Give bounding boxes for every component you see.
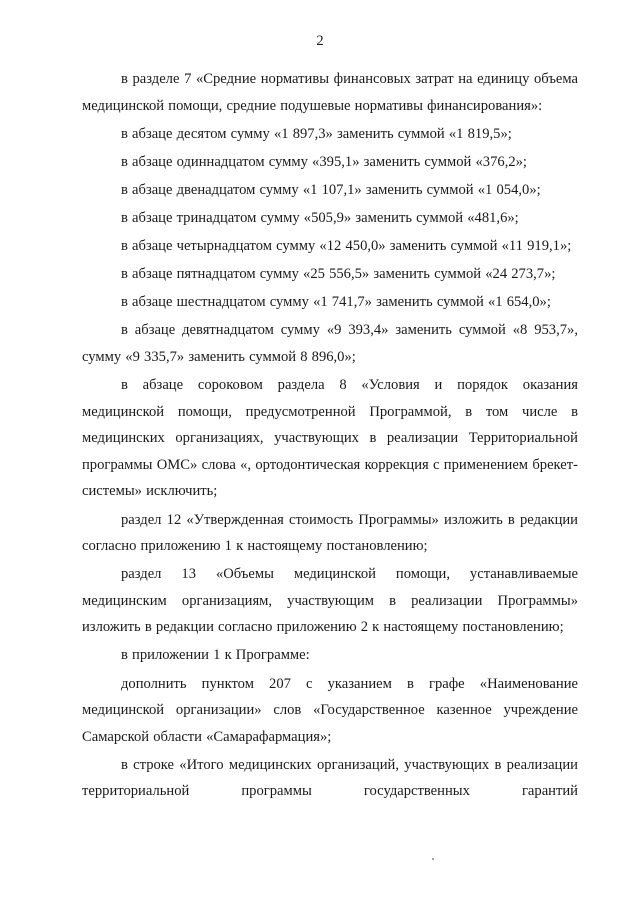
paragraph-section-7: в разделе 7 «Средние нормативы финансовых затрат на единицу объема медицинской помощи, средние подушевые нормативы финансирования»: (82, 71, 578, 114)
paragraph-abzac-12: в абзаце двенадцатом сумму «1 107,1» заменить суммой «1 054,0»; (121, 181, 541, 198)
paragraph-section-13: раздел 13 «Объемы медицинской помощи, устанавливаемые медицинским организациям, участвующим в реализации Программы» изложить в редакции согласно приложению 2 к настоящему постановлению; (82, 566, 578, 636)
paragraph-abzac-13: в абзаце тринадцатом сумму «505,9» заменить суммой «481,6»; (121, 209, 519, 226)
paragraph-abzac-10: в абзаце десятом сумму «1 897,3» заменить суммой «1 819,5»; (121, 125, 512, 142)
paragraph-abzac-40-section-8: в абзаце сороковом раздела 8 «Условия и порядок оказания медицинской помощи, предусмотренной Программой, в том числе в медицинских организациях, участвующих в реализации Территориальной программы ОМС» слова «, ортодонтическая коррекция с применением брекет-системы» исключить; (82, 377, 578, 500)
document-body (82, 66, 578, 807)
page-number: 2 (316, 33, 324, 49)
paragraph-abzac-11: в абзаце одиннадцатом сумму «395,1» заменить суммой «376,2»; (121, 153, 527, 170)
paragraph-abzac-19: в абзаце девятнадцатом сумму «9 393,4» заменить суммой «8 953,7», сумму «9 335,7» заменить суммой 8 896,0»; (82, 322, 578, 365)
scan-speck (432, 858, 434, 860)
paragraph-section-12: раздел 12 «Утвержденная стоимость Программы» изложить в редакции согласно приложению 1 к настоящему постановлению; (82, 511, 578, 555)
paragraph-item-207: дополнить пунктом 207 с указанием в графе «Наименование медицинской организации» слов «Государственное казенное учреждение Самарской области «Самарафармация»; (82, 675, 578, 745)
paragraph-abzac-14: в абзаце четырнадцатом сумму «12 450,0» заменить суммой «11 919,1»; (121, 238, 572, 255)
paragraph-appendix-1: в приложении 1 к Программе: (121, 647, 310, 664)
paragraph-abzac-16: в абзаце шестнадцатом сумму «1 741,7» заменить суммой «1 654,0»; (121, 294, 551, 311)
paragraph-itogo-row: в строке «Итого медицинских организаций, участвующих в реализации территориальной программы государственных гарантий (82, 756, 578, 800)
paragraph-abzac-15: в абзаце пятнадцатом сумму «25 556,5» заменить суммой «24 273,7»; (121, 266, 556, 283)
